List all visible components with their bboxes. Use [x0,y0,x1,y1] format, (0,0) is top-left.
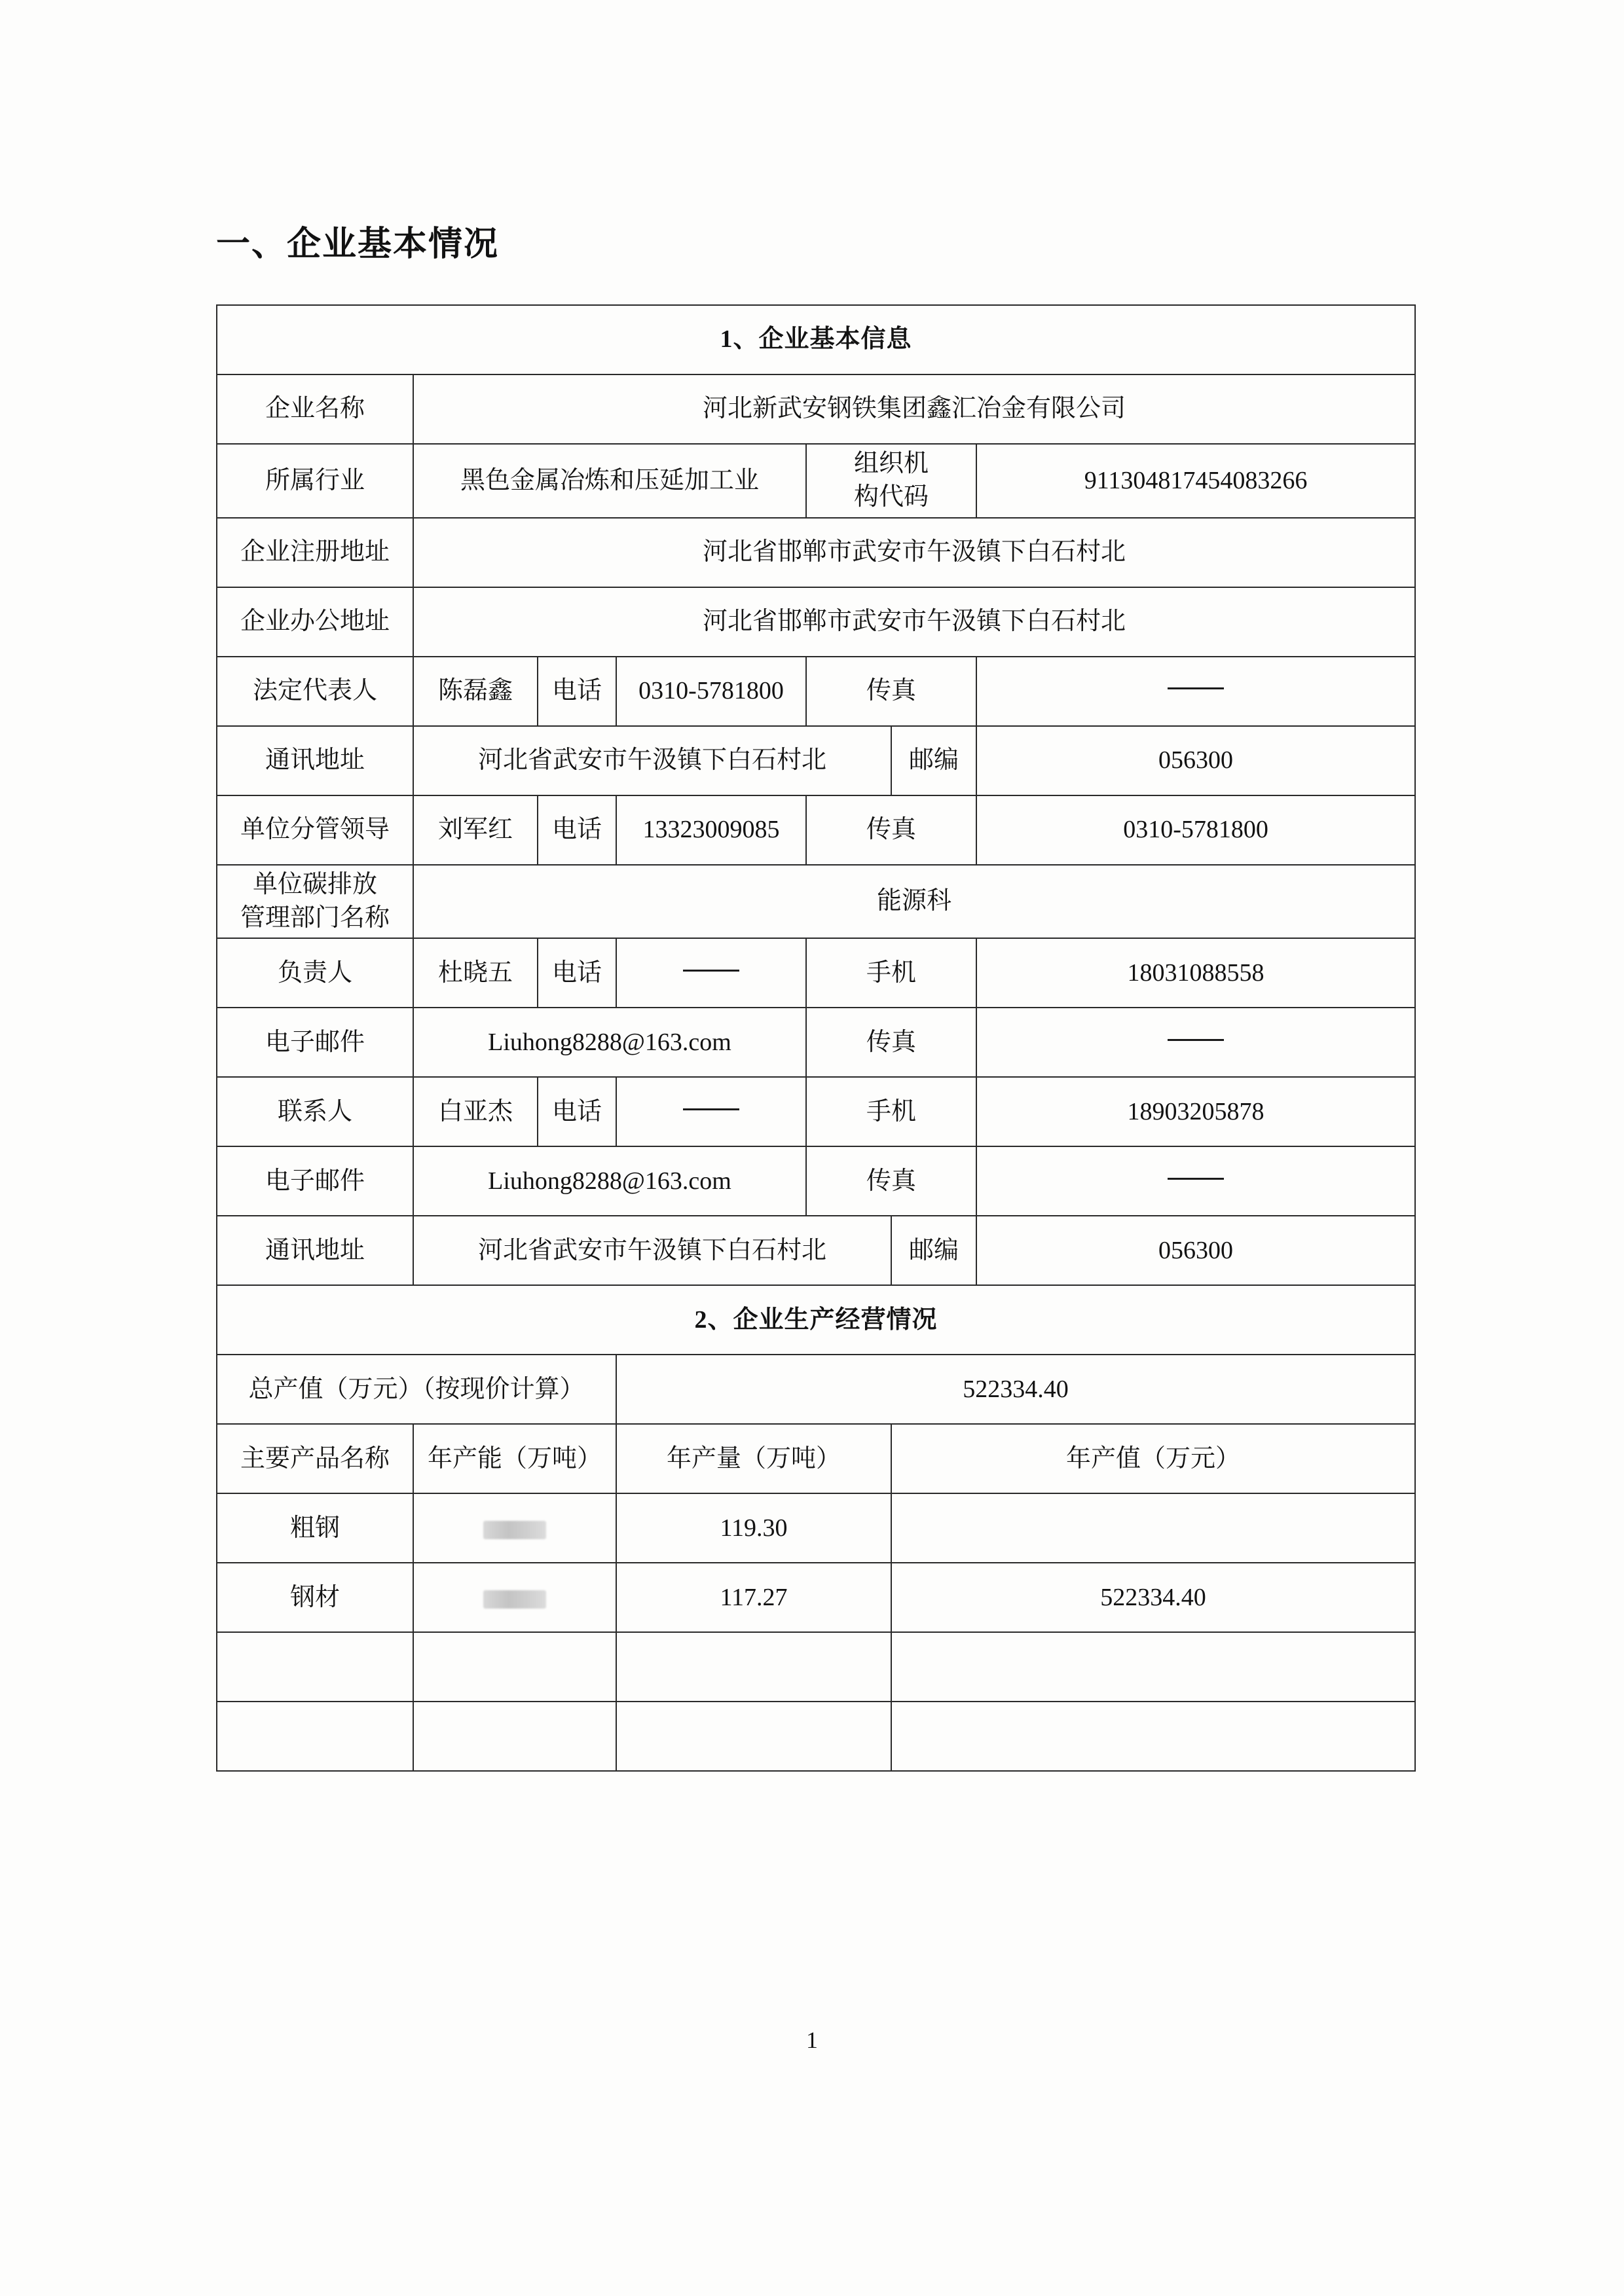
value-contact-phone [616,1077,806,1146]
table-row [217,518,1415,587]
label-unit-leader: 单位分管领导 [217,795,413,865]
label-company-name: 企业名称 [217,374,413,444]
table-row [217,305,1415,374]
dash-mark [683,970,739,972]
table-row [217,587,1415,657]
column-header-output: 年产量（万吨） [616,1424,891,1493]
product-name-cell: 粗钢 [217,1493,413,1563]
product-value-cell [891,1632,1415,1702]
product-output-cell: 117.27 [616,1563,891,1632]
label-manager-email-fax: 传真 [806,1008,976,1077]
value-contact: 白亚杰 [413,1077,538,1146]
value-manager-phone [616,938,806,1008]
dash-mark [1168,687,1224,689]
table-row [217,1632,1415,1702]
enterprise-info-table [216,304,1416,1772]
value-mail-address: 河北省武安市午汲镇下白石村北 [413,726,891,795]
value-industry: 黑色金属冶炼和压延加工业 [413,444,806,518]
dash-mark [683,1108,739,1110]
label-manager-email: 电子邮件 [217,1008,413,1077]
table-row [217,1285,1415,1355]
product-output-cell: 119.30 [616,1493,891,1563]
dash-mark [1168,1178,1224,1180]
label-carbon-department-line1: 单位碳排放 [252,870,377,898]
product-value-cell [891,1702,1415,1771]
value-org-code: 911304817454083266 [976,444,1415,518]
value-leader-phone: 13323009085 [616,795,806,865]
label-contact-fax: 传真 [806,1146,976,1216]
value-manager-email: Liuhong8288@163.com [413,1008,806,1077]
label-mail-address: 通讯地址 [217,726,413,795]
label-contact: 联系人 [217,1077,413,1146]
value-contact-fax [976,1146,1415,1216]
column-header-capacity: 年产能（万吨） [413,1424,616,1493]
value-contact-mobile: 18903205878 [976,1077,1415,1146]
table-row [217,1355,1415,1424]
table-row [217,1146,1415,1216]
table-header-row [217,1424,1415,1493]
value-contact-address: 河北省武安市午汲镇下白石村北 [413,1216,891,1285]
page-content [216,216,1414,1772]
label-industry: 所属行业 [217,444,413,518]
table-row [217,938,1415,1008]
table-row [217,374,1415,444]
page-number: 1 [806,2027,818,2053]
product-output-cell [616,1702,891,1771]
column-header-value: 年产值（万元） [891,1424,1415,1493]
product-name-cell [217,1702,413,1771]
table-row [217,1077,1415,1146]
page-title: 一、企业基本情况 [216,225,500,264]
table-row [217,1563,1415,1632]
label-office-address: 企业办公地址 [217,587,413,657]
table-row [217,1216,1415,1285]
label-contact-mobile: 手机 [806,1077,976,1146]
label-contact-address: 通讯地址 [217,1216,413,1285]
product-capacity-cell [413,1493,616,1563]
product-capacity-cell [413,1563,616,1632]
label-org-code-line2: 构代码 [853,483,929,511]
label-contact-postcode: 邮编 [891,1216,976,1285]
label-leader-fax: 传真 [806,795,976,865]
label-org-code-line1: 组织机 [853,450,929,477]
value-manager-mobile: 18031088558 [976,938,1415,1008]
label-org-code [806,444,976,518]
product-capacity-cell [413,1632,616,1702]
product-name-cell [217,1632,413,1702]
label-registered-address: 企业注册地址 [217,518,413,587]
value-office-address: 河北省邯郸市武安市午汲镇下白石村北 [413,587,1415,657]
table-row [217,865,1415,939]
table-row [217,1702,1415,1771]
label-contact-phone: 电话 [538,1077,616,1146]
label-carbon-department-line2: 管理部门名称 [240,903,390,932]
product-name-cell: 钢材 [217,1563,413,1632]
table-row [217,1493,1415,1563]
label-leader-phone: 电话 [538,795,616,865]
value-manager: 杜晓五 [413,938,538,1008]
product-value-cell [891,1493,1415,1563]
basic-info-section-header: 1、企业基本信息 [217,305,1415,374]
value-legal-fax [976,657,1415,726]
value-postcode: 056300 [976,726,1415,795]
value-contact-email: Liuhong8288@163.com [413,1146,806,1216]
value-contact-postcode: 056300 [976,1216,1415,1285]
redacted-mark [483,1521,546,1539]
table-row [217,444,1415,518]
dash-mark [1168,1039,1224,1041]
table-row [217,726,1415,795]
label-contact-email: 电子邮件 [217,1146,413,1216]
label-total-output: 总产值（万元）（按现价计算） [217,1355,616,1424]
table-row [217,795,1415,865]
value-carbon-department: 能源科 [413,865,1415,939]
label-legal-fax: 传真 [806,657,976,726]
product-capacity-cell [413,1702,616,1771]
value-total-output: 522334.40 [616,1355,1415,1424]
value-registered-address: 河北省邯郸市武安市午汲镇下白石村北 [413,518,1415,587]
production-section-header: 2、企业生产经营情况 [217,1285,1415,1355]
value-company-name: 河北新武安钢铁集团鑫汇冶金有限公司 [413,374,1415,444]
value-legal-phone: 0310-5781800 [616,657,806,726]
value-unit-leader: 刘军红 [413,795,538,865]
redacted-mark [483,1590,546,1609]
product-output-cell [616,1632,891,1702]
label-legal-phone: 电话 [538,657,616,726]
value-manager-email-fax [976,1008,1415,1077]
label-carbon-department [217,865,413,939]
table-row [217,1008,1415,1077]
column-header-product-name: 主要产品名称 [217,1424,413,1493]
label-postcode: 邮编 [891,726,976,795]
value-leader-fax: 0310-5781800 [976,795,1415,865]
value-legal-representative: 陈磊鑫 [413,657,538,726]
label-manager-mobile: 手机 [806,938,976,1008]
product-value-cell: 522334.40 [891,1563,1415,1632]
label-manager: 负责人 [217,938,413,1008]
label-manager-phone: 电话 [538,938,616,1008]
label-legal-representative: 法定代表人 [217,657,413,726]
table-row [217,657,1415,726]
